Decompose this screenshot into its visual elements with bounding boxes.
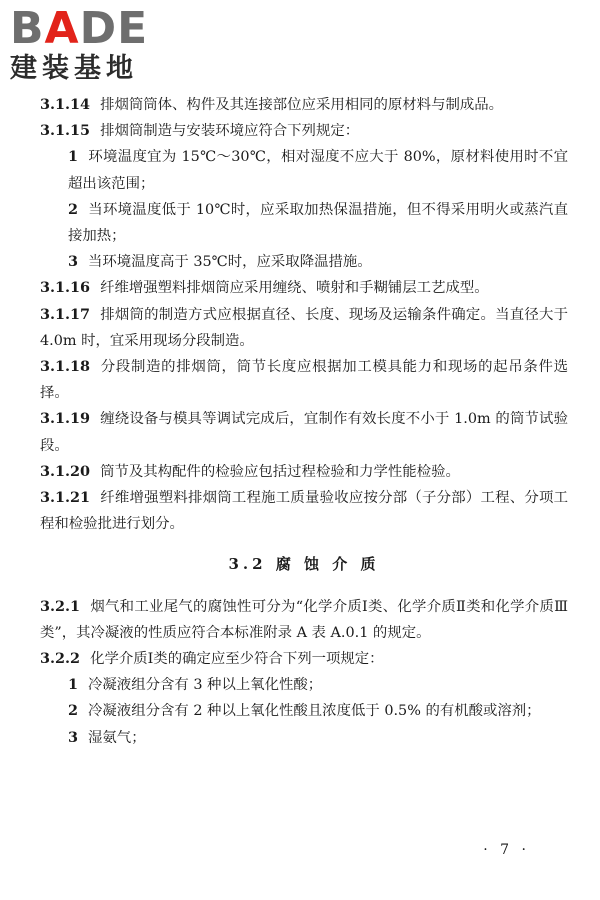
list-item bbox=[40, 698, 568, 724]
clause-text: 筒节及其构配件的检验应包括过程检验和力学性能检验。 bbox=[100, 463, 460, 480]
clause-paragraph bbox=[40, 485, 568, 537]
clause-number: 3.1.17 bbox=[40, 305, 91, 323]
clause-text: 排烟筒筒体、构件及其连接部位应采用相同的原材料与制成品。 bbox=[100, 97, 504, 113]
list-item bbox=[40, 144, 568, 196]
list-item bbox=[40, 725, 568, 751]
clause-number: 3.1.15 bbox=[40, 122, 91, 140]
clause-paragraph bbox=[40, 275, 568, 301]
list-item-text: 冷凝液组分含有 3 种以上氧化性酸； bbox=[88, 677, 323, 694]
clause-text: 化学介质Ⅰ类的确定应至少符合下列一项规定： bbox=[90, 651, 384, 668]
list-item-number: 2 bbox=[68, 200, 79, 218]
clause-number: 3.1.21 bbox=[40, 489, 91, 507]
clause-number: 3.2.2 bbox=[40, 650, 81, 668]
clause-paragraph bbox=[40, 354, 568, 406]
logo-wordmark: BADE bbox=[10, 3, 149, 54]
clause-text: 烟气和工业尾气的腐蚀性可分为“化学介质Ⅰ类、化学介质Ⅱ类和化学介质Ⅲ类”，其冷凝液的性质应符合本标准附录 A 表 A.0.1 的规定。 bbox=[40, 598, 568, 641]
list-item-number: 2 bbox=[68, 702, 79, 720]
clause-number: 3.2.1 bbox=[40, 597, 81, 615]
list-item-number: 1 bbox=[68, 676, 79, 694]
clause-text: 排烟筒的制造方式应根据直径、长度、现场及运输条件确定。当直径大于 4.0m 时，宜采用现场分段制造。 bbox=[40, 306, 568, 349]
clause-paragraph bbox=[40, 302, 568, 354]
section-3-2 bbox=[40, 594, 568, 751]
list-item-text: 当环境温度高于 35℃时，应采取降温措施。 bbox=[88, 254, 372, 271]
list-item bbox=[40, 197, 568, 249]
page-number: · 7 · bbox=[483, 842, 530, 858]
list-item-text: 当环境温度低于 10℃时，应采取加热保温措施，但不得采用明火或蒸汽直接加热； bbox=[68, 201, 568, 245]
clause-text: 纤维增强塑料排烟筒应采用缠绕、喷射和手糊铺层工艺成型。 bbox=[100, 280, 489, 297]
clause-paragraph bbox=[40, 459, 568, 485]
clause-paragraph bbox=[40, 92, 568, 118]
clause-text: 分段制造的排烟筒，筒节长度应根据加工模具能力和现场的起吊条件选择。 bbox=[40, 359, 568, 402]
clause-number: 3.1.14 bbox=[40, 96, 91, 113]
list-item-text: 冷凝液组分含有 2 种以上氧化性酸且浓度低于 0.5% 的有机酸或溶剂； bbox=[88, 703, 541, 720]
clause-number: 3.1.19 bbox=[40, 410, 91, 428]
clause-text: 纤维增强塑料排烟筒工程施工质量验收应按分部（子分部）工程、分项工程和检验批进行划分。 bbox=[40, 490, 568, 533]
list-item-number: 3 bbox=[68, 253, 79, 271]
clause-number: 3.1.18 bbox=[40, 358, 91, 376]
clause-number: 3.1.20 bbox=[40, 462, 91, 480]
clause-number: 3.1.16 bbox=[40, 279, 91, 297]
list-item-number: 1 bbox=[68, 148, 79, 166]
list-item bbox=[40, 249, 568, 275]
list-item bbox=[40, 672, 568, 698]
document-body bbox=[40, 92, 568, 751]
list-item-number: 3 bbox=[68, 728, 79, 746]
clause-paragraph bbox=[40, 646, 568, 672]
section-3-1 bbox=[40, 92, 568, 537]
clause-text: 缠绕设备与模具等调试完成后，宜制作有效长度不小于 1.0m 的筒节试验段。 bbox=[40, 411, 568, 454]
bade-logo bbox=[10, 3, 175, 92]
clause-paragraph bbox=[40, 406, 568, 458]
logo-subtitle: 建装基地 bbox=[10, 53, 138, 84]
list-item-text: 环境温度宜为 15℃～30℃，相对湿度不应大于 80%，原材料使用时不宜超出该范围； bbox=[68, 149, 568, 192]
section-heading: 3.2 腐 蚀 介 质 bbox=[228, 555, 380, 574]
clause-paragraph bbox=[40, 118, 568, 144]
clause-paragraph bbox=[40, 594, 568, 646]
list-item-text: 湿氨气； bbox=[88, 729, 146, 746]
clause-text: 排烟筒制造与安装环境应符合下列规定： bbox=[100, 123, 360, 140]
